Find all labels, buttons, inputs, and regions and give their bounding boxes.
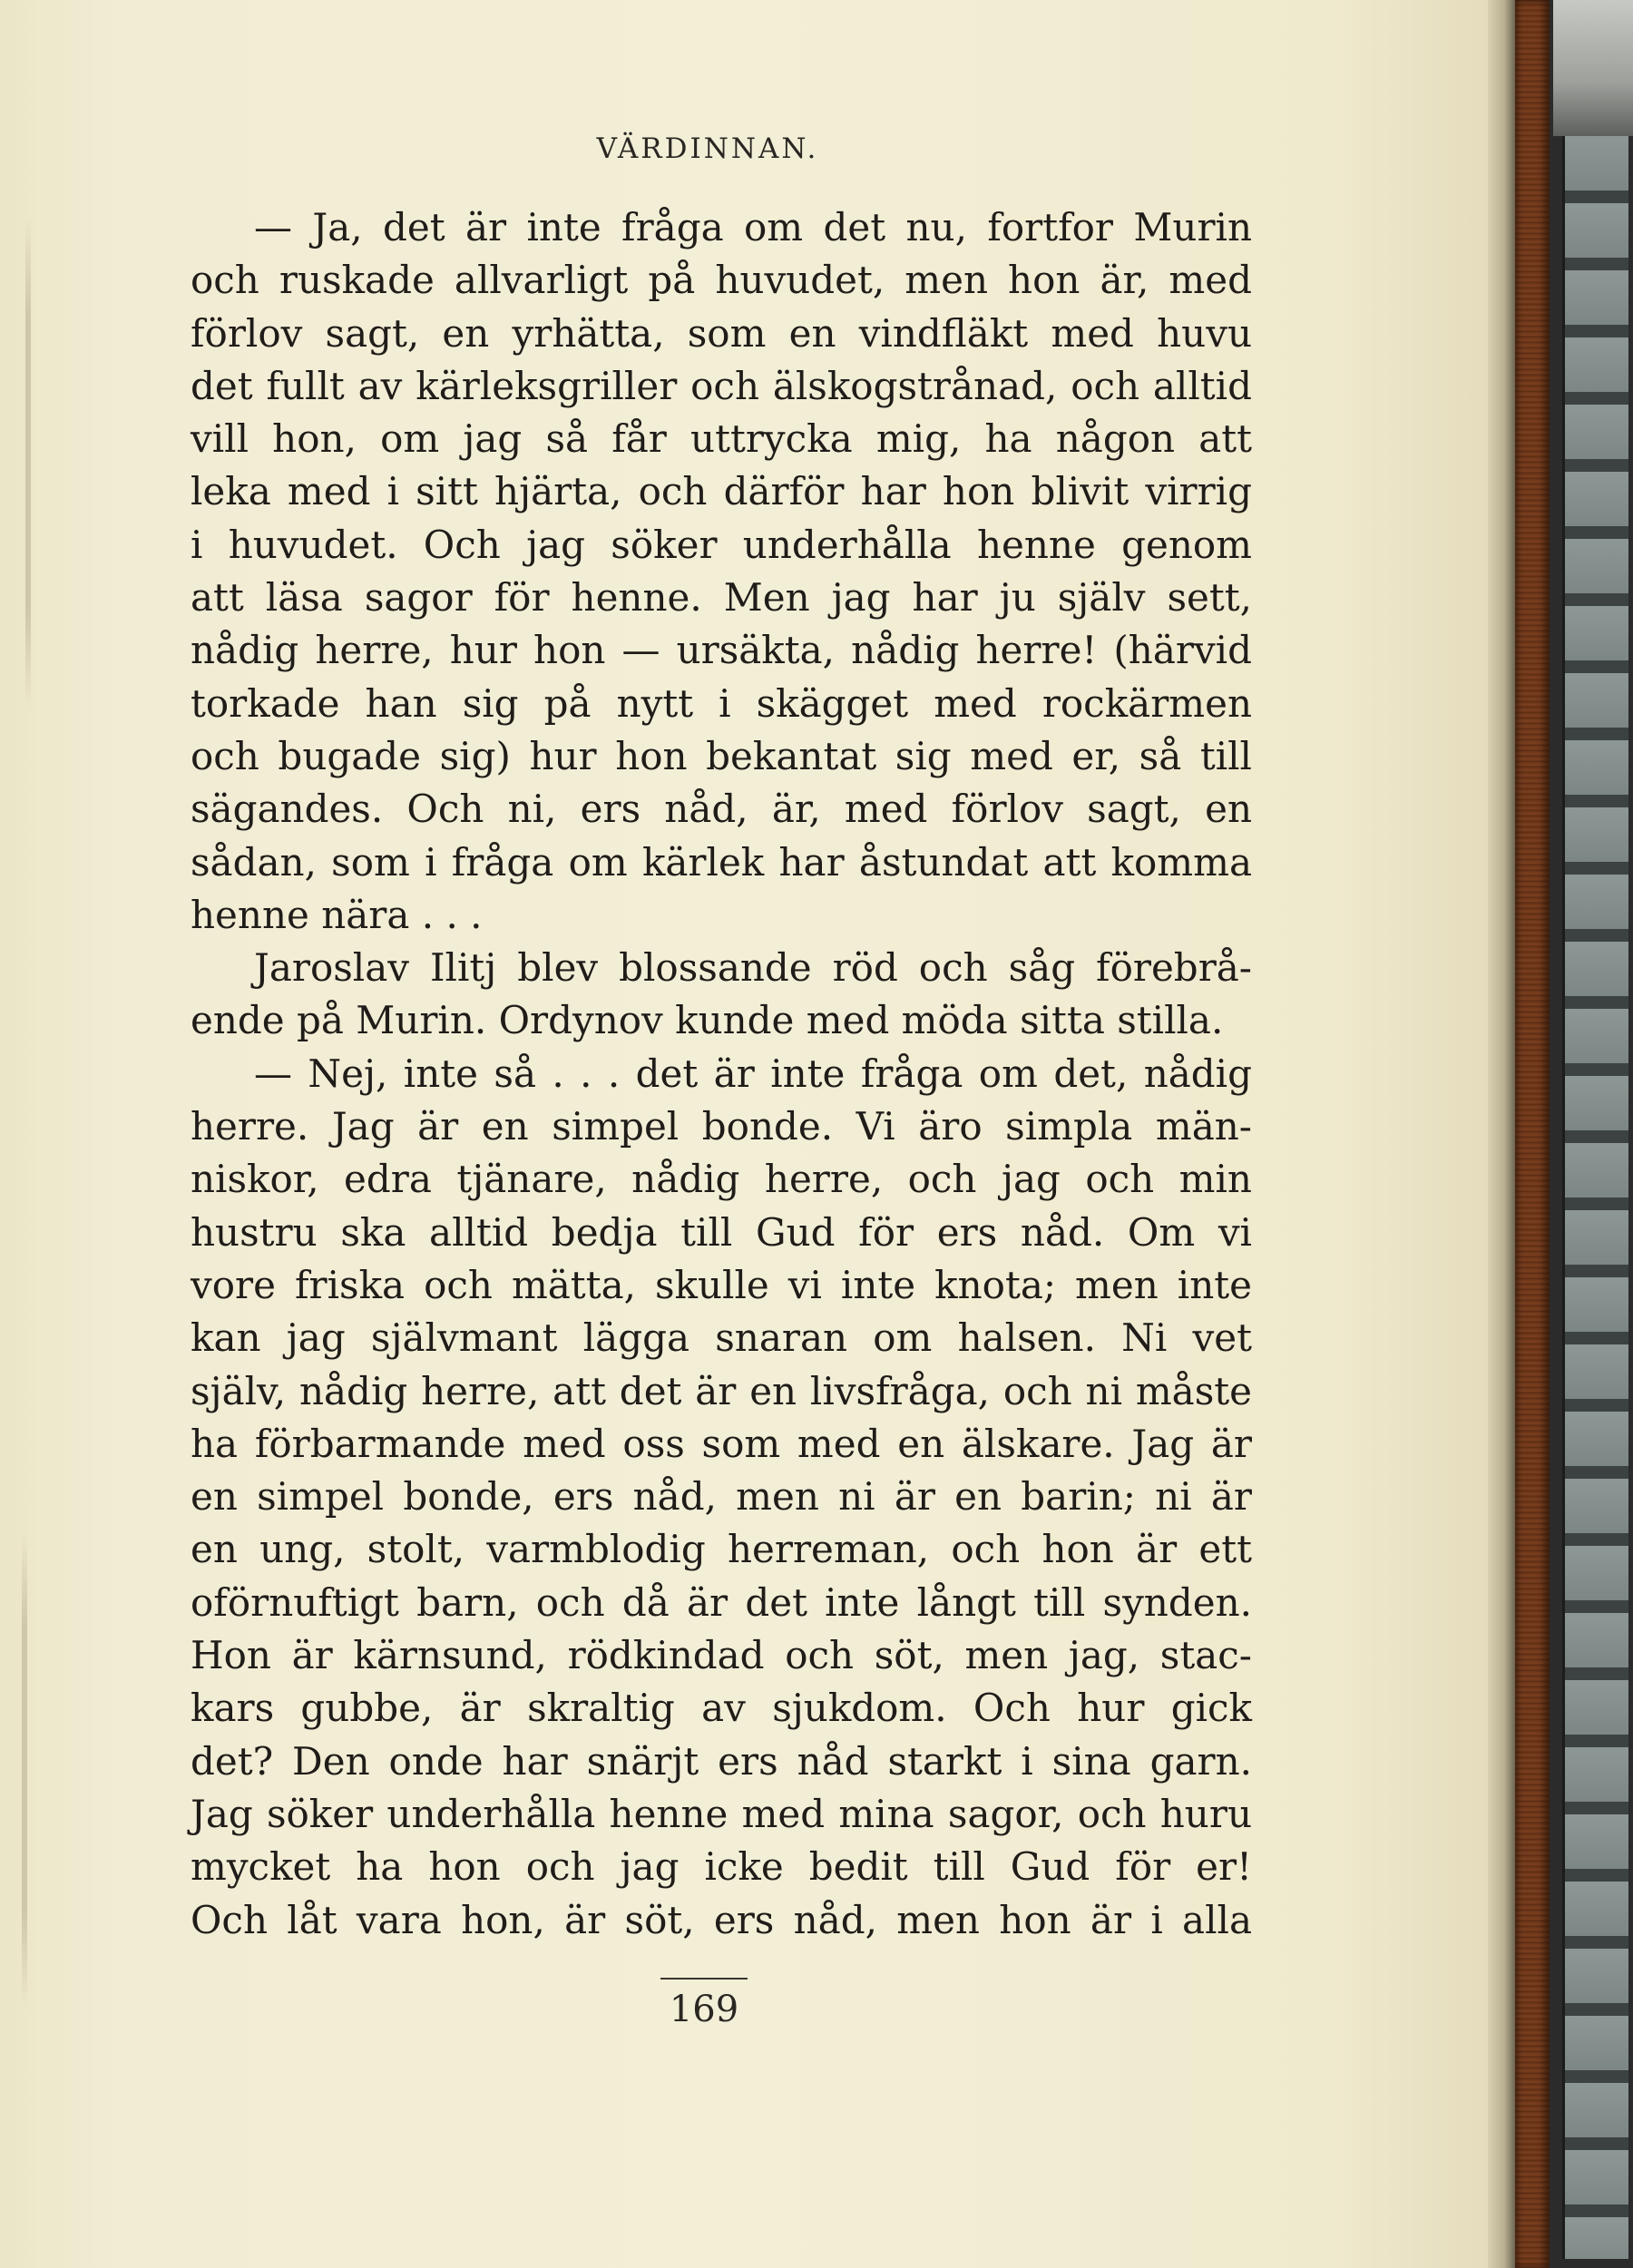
text-line: sägandes. Och ni, ers nåd, är, med förlov sagt, en bbox=[191, 787, 1252, 832]
text-line: i huvudet. Och jag söker underhålla henne genom bbox=[191, 522, 1252, 567]
text-line: själv, nådig herre, att det är en livsfråga, och ni måste bbox=[191, 1368, 1252, 1413]
page-edge bbox=[1488, 0, 1515, 2268]
text-line: kan jag självmant lägga snaran om halsen. Ni vet bbox=[191, 1315, 1252, 1361]
page-number-rule bbox=[660, 1978, 748, 1980]
binder-tabs bbox=[1562, 136, 1628, 2259]
text-line: att läsa sagor för henne. Men jag har ju själv sett, bbox=[191, 575, 1252, 621]
binder-top bbox=[1553, 0, 1633, 136]
text-line: mycket ha hon och jag icke bedit till Gud för er! bbox=[191, 1844, 1252, 1890]
text-line: herre. Jag är en simpel bonde. Vi äro simpla män- bbox=[191, 1104, 1252, 1149]
text-line: sådan, som i fråga om kärlek har åstundat att komma bbox=[191, 839, 1252, 885]
book-spine bbox=[1515, 0, 1550, 2268]
text-line: leka med i sitt hjärta, och därför har hon blivit virrig bbox=[191, 469, 1252, 514]
running-head: VÄRDINNAN. bbox=[596, 132, 819, 165]
text-line: niskor, edra tjänare, nådig herre, och jag och min bbox=[191, 1157, 1252, 1202]
text-line: en simpel bonde, ers nåd, men ni är en barin; ni är bbox=[191, 1474, 1252, 1520]
text-line: kars gubbe, är skraltig av sjukdom. Och hur gick bbox=[191, 1686, 1252, 1731]
text-line: hustru ska alltid bedja till Gud för ers nåd. Om vi bbox=[191, 1209, 1252, 1255]
text-line: — Nej, inte så . . . det är inte fråga om det, nådig bbox=[254, 1051, 1252, 1096]
text-line: ende på Murin. Ordynov kunde med möda sitta stilla. bbox=[191, 998, 1224, 1043]
text-line: oförnuftigt barn, och då är det inte långt till synden. bbox=[191, 1579, 1252, 1625]
text-line: Hon är kärnsund, rödkindad och söt, men jag, stac- bbox=[191, 1633, 1252, 1678]
body-text bbox=[191, 201, 1252, 1947]
text-line: nådig herre, hur hon — ursäkta, nådig herre! (härvid bbox=[191, 628, 1252, 673]
text-line: Jag söker underhålla henne med mina sagor, och huru bbox=[191, 1791, 1252, 1836]
text-line: det fullt av kärleksgriller och älskogstrånad, och alltid bbox=[191, 363, 1252, 408]
text-line: ha förbarmande med oss som med en älskare. Jag är bbox=[191, 1421, 1252, 1466]
text-line: en ung, stolt, varmblodig herreman, och hon är ett bbox=[191, 1527, 1252, 1572]
text-line: — Ja, det är inte fråga om det nu, fortfor Murin bbox=[254, 205, 1252, 249]
text-line: Och låt vara hon, är söt, ers nåd, men hon är i alla bbox=[191, 1897, 1252, 1942]
text-line: vill hon, om jag så får uttrycka mig, ha någon att bbox=[191, 416, 1252, 462]
text-line: och bugade sig) hur hon bekantat sig med er, så till bbox=[191, 733, 1252, 778]
text-line: vore friska och mätta, skulle vi inte knota; men inte bbox=[191, 1262, 1252, 1307]
page-number: 169 bbox=[669, 1989, 739, 2030]
text-line: Jaroslav Ilitj blev blossande röd och såg förebrå- bbox=[254, 945, 1252, 991]
text-line: torkade han sig på nytt i skägget med rockärmen bbox=[191, 680, 1252, 726]
text-line: henne nära . . . bbox=[191, 892, 483, 937]
text-line: förlov sagt, en yrhätta, som en vindfläkt med huvu bbox=[191, 310, 1252, 356]
text-line: och ruskade allvarligt på huvudet, men hon är, med bbox=[191, 258, 1252, 303]
text-line: det? Den onde har snärjt ers nåd starkt i sina garn. bbox=[191, 1738, 1252, 1784]
